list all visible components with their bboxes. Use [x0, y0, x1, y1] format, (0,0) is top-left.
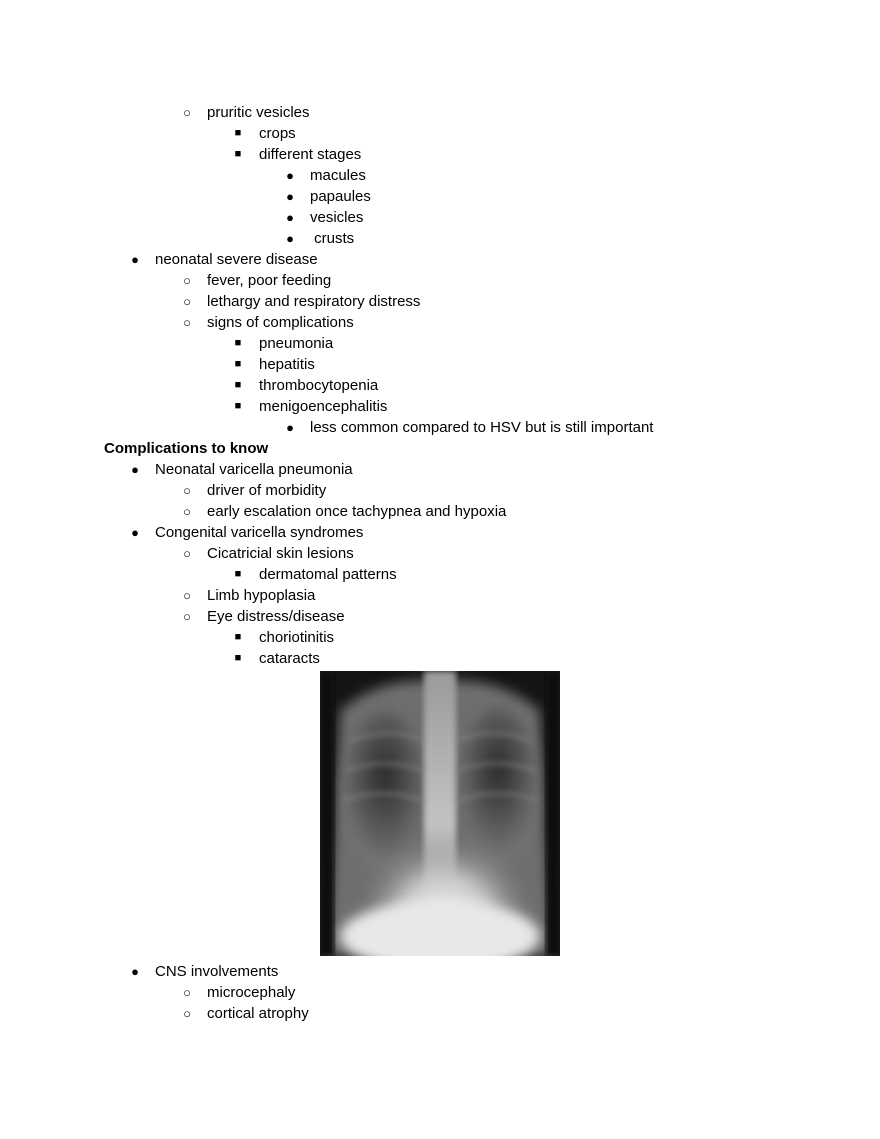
filled-circle-bullet: ● [131, 525, 139, 540]
list-item-text: Limb hypoplasia [207, 587, 316, 604]
list-item-text: vesicles [310, 209, 364, 226]
section-heading: Complications to know [104, 440, 269, 457]
list-item-text: pneumonia [259, 335, 334, 352]
list-item-text: fever, poor feeding [207, 272, 332, 289]
hollow-circle-bullet: ○ [183, 1006, 191, 1021]
list-item-text: signs of complications [207, 314, 354, 331]
list-item-text: Cicatricial skin lesions [207, 545, 354, 562]
filled-circle-bullet: ● [131, 462, 139, 477]
hollow-circle-bullet: ○ [183, 483, 191, 498]
list-item-text: crops [259, 125, 296, 142]
filled-circle-bullet: ● [286, 189, 294, 204]
chest-xray-drawing [320, 671, 560, 956]
hollow-circle-bullet: ○ [183, 588, 191, 603]
square-bullet: ■ [234, 652, 242, 664]
list-item-text: hepatitis [259, 356, 315, 373]
square-bullet: ■ [234, 358, 242, 370]
list-item-text: neonatal severe disease [155, 251, 318, 268]
hollow-circle-bullet: ○ [183, 546, 191, 561]
square-bullet: ■ [234, 148, 242, 160]
hollow-circle-bullet: ○ [183, 609, 191, 624]
hollow-circle-bullet: ○ [183, 315, 191, 330]
list-item-text: pruritic vesicles [207, 104, 310, 121]
list-item-text: thrombocytopenia [259, 377, 379, 394]
list-item-text: Congenital varicella syndromes [155, 524, 364, 541]
filled-circle-bullet: ● [286, 420, 294, 435]
filled-circle-bullet: ● [286, 231, 294, 246]
list-item-text: microcephaly [207, 984, 296, 1001]
hollow-circle-bullet: ○ [183, 294, 191, 309]
list-item-text: lethargy and respiratory distress [207, 293, 421, 310]
square-bullet: ■ [234, 568, 242, 580]
list-item-text: cataracts [259, 650, 320, 667]
square-bullet: ■ [234, 400, 242, 412]
list-item-text: choriotinitis [259, 629, 335, 646]
filled-circle-bullet: ● [286, 210, 294, 225]
list-item-text: driver of morbidity [207, 482, 327, 499]
list-item-text: Neonatal varicella pneumonia [155, 461, 353, 478]
square-bullet: ■ [234, 631, 242, 643]
list-item-text: less common compared to HSV but is still important [310, 419, 654, 436]
list-item-text: cortical atrophy [207, 1005, 309, 1022]
square-bullet: ■ [234, 337, 242, 349]
list-item-text: early escalation once tachypnea and hypoxia [207, 503, 507, 520]
filled-circle-bullet: ● [286, 168, 294, 183]
list-item-text: dermatomal patterns [259, 566, 397, 583]
hollow-circle-bullet: ○ [183, 985, 191, 1000]
list-item-text: menigoencephalitis [259, 398, 388, 415]
filled-circle-bullet: ● [131, 252, 139, 267]
square-bullet: ■ [234, 127, 242, 139]
list-item-text: different stages [259, 146, 362, 163]
list-item-text: papaules [310, 188, 371, 205]
square-bullet: ■ [234, 379, 242, 391]
list-item-text: Eye distress/disease [207, 608, 345, 625]
filled-circle-bullet: ● [131, 964, 139, 979]
list-item-text: macules [310, 167, 366, 184]
hollow-circle-bullet: ○ [183, 504, 191, 519]
hollow-circle-bullet: ○ [183, 105, 191, 120]
hollow-circle-bullet: ○ [183, 273, 191, 288]
list-item-text: CNS involvements [155, 963, 279, 980]
chest-xray-image [320, 671, 560, 956]
list-item-text: crusts [310, 230, 355, 247]
